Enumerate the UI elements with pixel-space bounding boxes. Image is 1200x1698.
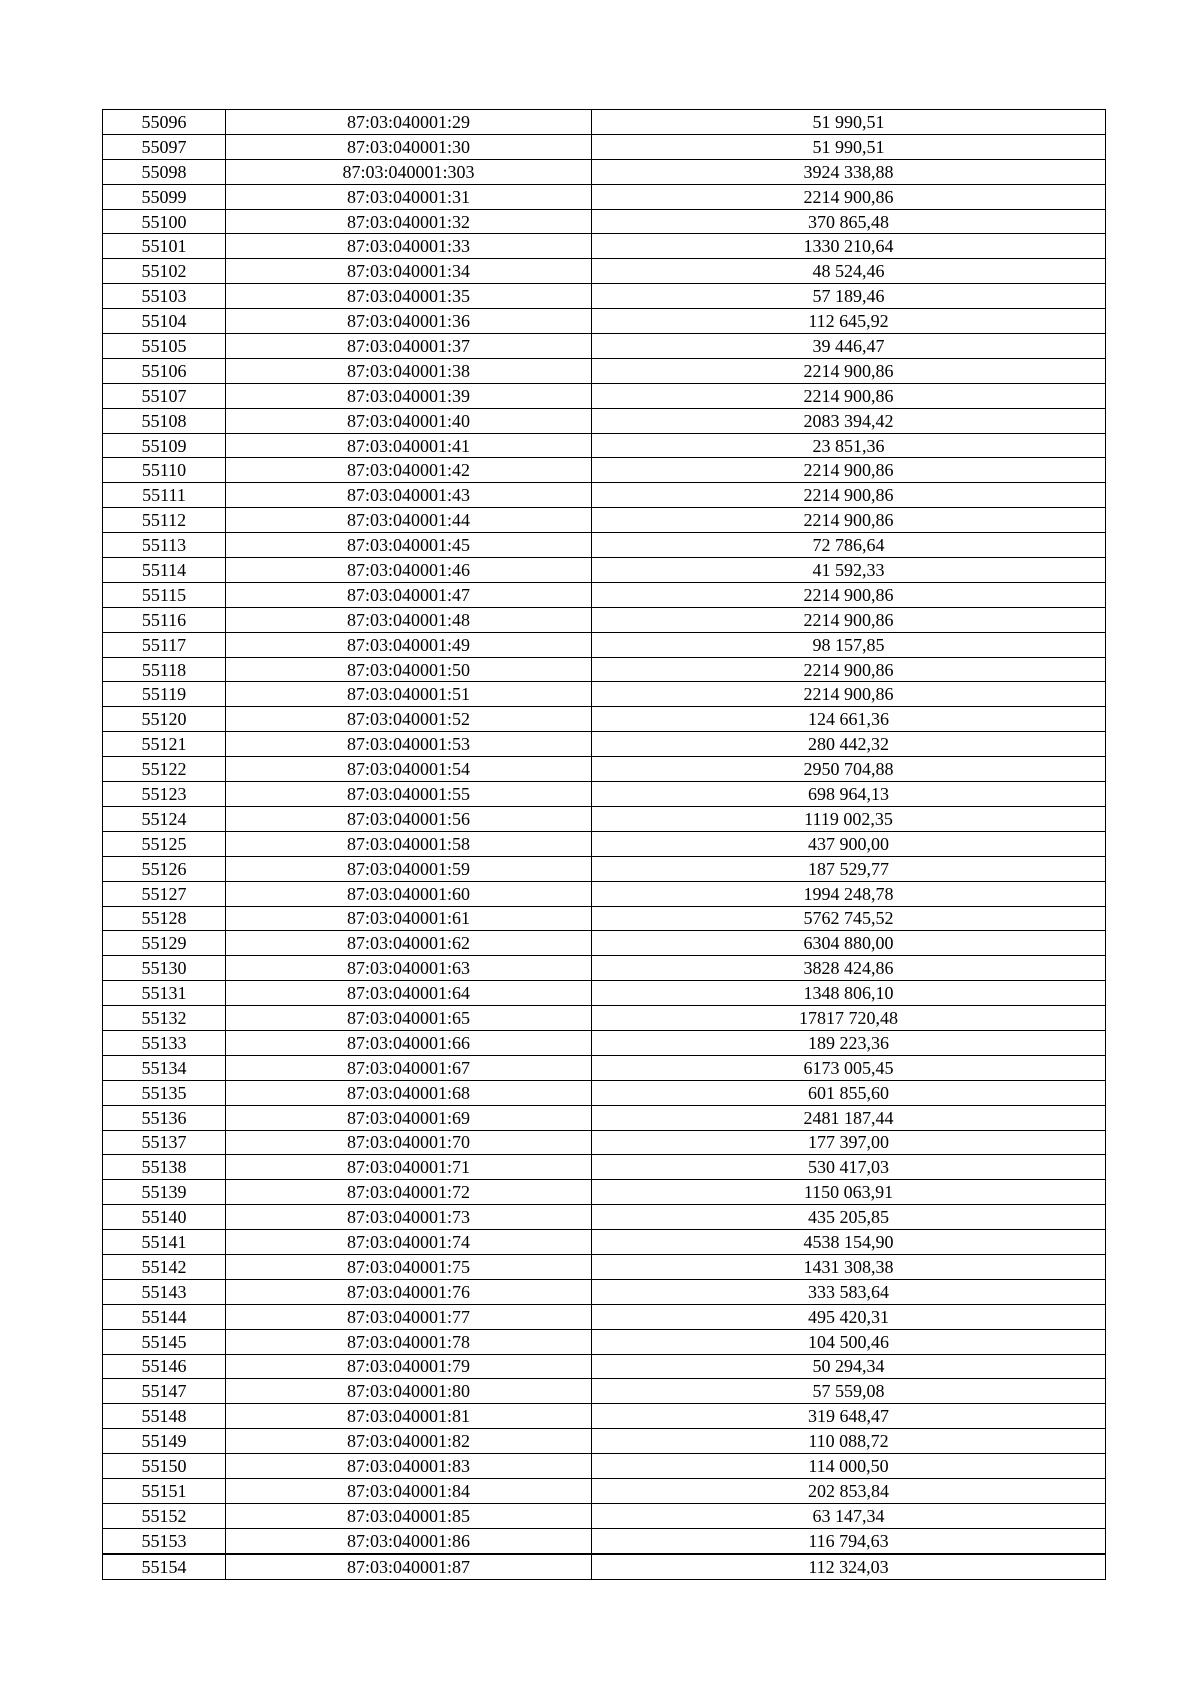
table-body bbox=[103, 110, 1106, 1580]
cadastral-number-cell: 87:03:040001:48 bbox=[226, 607, 592, 632]
table-row bbox=[103, 582, 1106, 607]
cadastral-value-cell: 48 524,46 bbox=[592, 259, 1106, 284]
row-number-cell: 55153 bbox=[103, 1528, 226, 1553]
table-row bbox=[103, 1230, 1106, 1255]
row-number-cell: 55151 bbox=[103, 1478, 226, 1503]
cadastral-value-cell: 2214 900,86 bbox=[592, 508, 1106, 533]
cadastral-value-cell: 39 446,47 bbox=[592, 334, 1106, 359]
cadastral-value-cell: 177 397,00 bbox=[592, 1130, 1106, 1155]
row-number-cell: 55096 bbox=[103, 110, 226, 135]
table-row bbox=[103, 1105, 1106, 1130]
cadastral-value-cell: 2481 187,44 bbox=[592, 1105, 1106, 1130]
table-row bbox=[103, 458, 1106, 483]
cadastral-number-cell: 87:03:040001:79 bbox=[226, 1354, 592, 1379]
row-number-cell: 55116 bbox=[103, 607, 226, 632]
cadastral-number-cell: 87:03:040001:33 bbox=[226, 234, 592, 259]
cadastral-value-cell: 98 157,85 bbox=[592, 632, 1106, 657]
cadastral-number-cell: 87:03:040001:50 bbox=[226, 657, 592, 682]
cadastral-number-cell: 87:03:040001:61 bbox=[226, 906, 592, 931]
table-row bbox=[103, 1254, 1106, 1279]
cadastral-value-cell: 2214 900,86 bbox=[592, 483, 1106, 508]
row-number-cell: 55129 bbox=[103, 931, 226, 956]
table-row bbox=[103, 1155, 1106, 1180]
table-row bbox=[103, 682, 1106, 707]
cadastral-value-cell: 698 964,13 bbox=[592, 782, 1106, 807]
cadastral-value-cell: 1431 308,38 bbox=[592, 1254, 1106, 1279]
table-row bbox=[103, 284, 1106, 309]
cadastral-number-cell: 87:03:040001:46 bbox=[226, 558, 592, 583]
row-number-cell: 55113 bbox=[103, 533, 226, 558]
row-number-cell: 55125 bbox=[103, 831, 226, 856]
cadastral-number-cell: 87:03:040001:64 bbox=[226, 981, 592, 1006]
row-number-cell: 55105 bbox=[103, 334, 226, 359]
cadastral-value-cell: 4538 154,90 bbox=[592, 1230, 1106, 1255]
cadastral-value-cell: 2950 704,88 bbox=[592, 757, 1106, 782]
cadastral-value-cell: 17817 720,48 bbox=[592, 1006, 1106, 1031]
row-number-cell: 55102 bbox=[103, 259, 226, 284]
cadastral-number-cell: 87:03:040001:30 bbox=[226, 134, 592, 159]
row-number-cell: 55131 bbox=[103, 981, 226, 1006]
cadastral-number-cell: 87:03:040001:32 bbox=[226, 209, 592, 234]
row-number-cell: 55144 bbox=[103, 1304, 226, 1329]
row-number-cell: 55149 bbox=[103, 1429, 226, 1454]
table-row bbox=[103, 782, 1106, 807]
row-number-cell: 55148 bbox=[103, 1404, 226, 1429]
table-row bbox=[103, 433, 1106, 458]
cadastral-number-cell: 87:03:040001:69 bbox=[226, 1105, 592, 1130]
cadastral-number-cell: 87:03:040001:303 bbox=[226, 159, 592, 184]
table-row bbox=[103, 1379, 1106, 1404]
row-number-cell: 55139 bbox=[103, 1180, 226, 1205]
table-row bbox=[103, 1080, 1106, 1105]
table-row bbox=[103, 1055, 1106, 1080]
row-number-cell: 55134 bbox=[103, 1055, 226, 1080]
cadastral-value-cell: 57 189,46 bbox=[592, 284, 1106, 309]
table-row bbox=[103, 757, 1106, 782]
cadastral-number-cell: 87:03:040001:38 bbox=[226, 358, 592, 383]
row-number-cell: 55127 bbox=[103, 881, 226, 906]
cadastral-value-cell: 63 147,34 bbox=[592, 1503, 1106, 1528]
row-number-cell: 55101 bbox=[103, 234, 226, 259]
table-row bbox=[103, 259, 1106, 284]
cadastral-value-cell: 2083 394,42 bbox=[592, 408, 1106, 433]
table-row bbox=[103, 1304, 1106, 1329]
cadastral-number-cell: 87:03:040001:74 bbox=[226, 1230, 592, 1255]
table-row bbox=[103, 1130, 1106, 1155]
cadastral-value-cell: 435 205,85 bbox=[592, 1205, 1106, 1230]
row-number-cell: 55120 bbox=[103, 707, 226, 732]
cadastral-number-cell: 87:03:040001:35 bbox=[226, 284, 592, 309]
table-row bbox=[103, 209, 1106, 234]
row-number-cell: 55106 bbox=[103, 358, 226, 383]
cadastral-number-cell: 87:03:040001:40 bbox=[226, 408, 592, 433]
cadastral-number-cell: 87:03:040001:78 bbox=[226, 1329, 592, 1354]
table-row bbox=[103, 383, 1106, 408]
cadastral-number-cell: 87:03:040001:52 bbox=[226, 707, 592, 732]
row-number-cell: 55150 bbox=[103, 1454, 226, 1479]
cadastral-number-cell: 87:03:040001:87 bbox=[226, 1554, 592, 1579]
table-row bbox=[103, 1478, 1106, 1503]
cadastral-value-cell: 2214 900,86 bbox=[592, 383, 1106, 408]
table-row bbox=[103, 408, 1106, 433]
cadastral-number-cell: 87:03:040001:76 bbox=[226, 1279, 592, 1304]
cadastral-value-cell: 51 990,51 bbox=[592, 134, 1106, 159]
cadastral-value-cell: 116 794,63 bbox=[592, 1528, 1106, 1553]
cadastral-number-cell: 87:03:040001:68 bbox=[226, 1080, 592, 1105]
cadastral-value-cell: 202 853,84 bbox=[592, 1478, 1106, 1503]
cadastral-value-cell: 23 851,36 bbox=[592, 433, 1106, 458]
row-number-cell: 55100 bbox=[103, 209, 226, 234]
row-number-cell: 55147 bbox=[103, 1379, 226, 1404]
table-row bbox=[103, 1554, 1106, 1579]
cadastral-number-cell: 87:03:040001:39 bbox=[226, 383, 592, 408]
cadastral-value-cell: 370 865,48 bbox=[592, 209, 1106, 234]
cadastral-number-cell: 87:03:040001:53 bbox=[226, 732, 592, 757]
cadastral-number-cell: 87:03:040001:58 bbox=[226, 831, 592, 856]
cadastral-value-cell: 601 855,60 bbox=[592, 1080, 1106, 1105]
table-row bbox=[103, 1205, 1106, 1230]
table-row bbox=[103, 508, 1106, 533]
cadastral-value-cell: 333 583,64 bbox=[592, 1279, 1106, 1304]
cadastral-number-cell: 87:03:040001:83 bbox=[226, 1454, 592, 1479]
cadastral-value-cell: 437 900,00 bbox=[592, 831, 1106, 856]
cadastral-value-cell: 2214 900,86 bbox=[592, 184, 1106, 209]
table-row bbox=[103, 1404, 1106, 1429]
table-row bbox=[103, 1006, 1106, 1031]
row-number-cell: 55110 bbox=[103, 458, 226, 483]
row-number-cell: 55130 bbox=[103, 956, 226, 981]
table-row bbox=[103, 1528, 1106, 1553]
cadastral-number-cell: 87:03:040001:31 bbox=[226, 184, 592, 209]
cadastral-value-cell: 41 592,33 bbox=[592, 558, 1106, 583]
cadastral-number-cell: 87:03:040001:42 bbox=[226, 458, 592, 483]
row-number-cell: 55152 bbox=[103, 1503, 226, 1528]
cadastral-value-cell: 1119 002,35 bbox=[592, 806, 1106, 831]
cadastral-value-cell: 2214 900,86 bbox=[592, 358, 1106, 383]
table-row bbox=[103, 184, 1106, 209]
table-row bbox=[103, 1503, 1106, 1528]
row-number-cell: 55132 bbox=[103, 1006, 226, 1031]
row-number-cell: 55103 bbox=[103, 284, 226, 309]
row-number-cell: 55108 bbox=[103, 408, 226, 433]
table-row bbox=[103, 334, 1106, 359]
table-row bbox=[103, 732, 1106, 757]
cadastral-number-cell: 87:03:040001:45 bbox=[226, 533, 592, 558]
cadastral-value-table bbox=[102, 109, 1106, 1580]
cadastral-value-cell: 112 324,03 bbox=[592, 1554, 1106, 1579]
cadastral-value-cell: 104 500,46 bbox=[592, 1329, 1106, 1354]
cadastral-number-cell: 87:03:040001:86 bbox=[226, 1528, 592, 1553]
table-row bbox=[103, 707, 1106, 732]
row-number-cell: 55145 bbox=[103, 1329, 226, 1354]
cadastral-number-cell: 87:03:040001:43 bbox=[226, 483, 592, 508]
cadastral-value-cell: 2214 900,86 bbox=[592, 607, 1106, 632]
cadastral-value-cell: 72 786,64 bbox=[592, 533, 1106, 558]
cadastral-number-cell: 87:03:040001:37 bbox=[226, 334, 592, 359]
table-row bbox=[103, 1279, 1106, 1304]
row-number-cell: 55123 bbox=[103, 782, 226, 807]
cadastral-value-cell: 495 420,31 bbox=[592, 1304, 1106, 1329]
cadastral-number-cell: 87:03:040001:85 bbox=[226, 1503, 592, 1528]
row-number-cell: 55140 bbox=[103, 1205, 226, 1230]
cadastral-number-cell: 87:03:040001:66 bbox=[226, 1030, 592, 1055]
cadastral-value-cell: 6173 005,45 bbox=[592, 1055, 1106, 1080]
cadastral-number-cell: 87:03:040001:55 bbox=[226, 782, 592, 807]
row-number-cell: 55114 bbox=[103, 558, 226, 583]
row-number-cell: 55115 bbox=[103, 582, 226, 607]
row-number-cell: 55138 bbox=[103, 1155, 226, 1180]
cadastral-value-cell: 3924 338,88 bbox=[592, 159, 1106, 184]
table-row bbox=[103, 483, 1106, 508]
cadastral-number-cell: 87:03:040001:75 bbox=[226, 1254, 592, 1279]
row-number-cell: 55121 bbox=[103, 732, 226, 757]
row-number-cell: 55141 bbox=[103, 1230, 226, 1255]
cadastral-number-cell: 87:03:040001:49 bbox=[226, 632, 592, 657]
table-row bbox=[103, 1329, 1106, 1354]
cadastral-value-cell: 2214 900,86 bbox=[592, 582, 1106, 607]
cadastral-number-cell: 87:03:040001:62 bbox=[226, 931, 592, 956]
table-row bbox=[103, 931, 1106, 956]
table-row bbox=[103, 981, 1106, 1006]
row-number-cell: 55142 bbox=[103, 1254, 226, 1279]
table-row bbox=[103, 906, 1106, 931]
cadastral-number-cell: 87:03:040001:51 bbox=[226, 682, 592, 707]
row-number-cell: 55109 bbox=[103, 433, 226, 458]
table-row bbox=[103, 1429, 1106, 1454]
row-number-cell: 55124 bbox=[103, 806, 226, 831]
row-number-cell: 55111 bbox=[103, 483, 226, 508]
row-number-cell: 55118 bbox=[103, 657, 226, 682]
table-row bbox=[103, 806, 1106, 831]
cadastral-value-cell: 50 294,34 bbox=[592, 1354, 1106, 1379]
row-number-cell: 55104 bbox=[103, 309, 226, 334]
row-number-cell: 55117 bbox=[103, 632, 226, 657]
table-row bbox=[103, 110, 1106, 135]
cadastral-number-cell: 87:03:040001:60 bbox=[226, 881, 592, 906]
cadastral-value-cell: 2214 900,86 bbox=[592, 458, 1106, 483]
cadastral-value-cell: 280 442,32 bbox=[592, 732, 1106, 757]
cadastral-value-cell: 1330 210,64 bbox=[592, 234, 1106, 259]
cadastral-number-cell: 87:03:040001:72 bbox=[226, 1180, 592, 1205]
row-number-cell: 55154 bbox=[103, 1554, 226, 1579]
table-row bbox=[103, 831, 1106, 856]
row-number-cell: 55128 bbox=[103, 906, 226, 931]
row-number-cell: 55119 bbox=[103, 682, 226, 707]
cadastral-value-cell: 3828 424,86 bbox=[592, 956, 1106, 981]
table-row bbox=[103, 358, 1106, 383]
row-number-cell: 55126 bbox=[103, 856, 226, 881]
cadastral-number-cell: 87:03:040001:65 bbox=[226, 1006, 592, 1031]
cadastral-number-cell: 87:03:040001:36 bbox=[226, 309, 592, 334]
row-number-cell: 55107 bbox=[103, 383, 226, 408]
cadastral-value-cell: 189 223,36 bbox=[592, 1030, 1106, 1055]
table-row bbox=[103, 134, 1106, 159]
cadastral-number-cell: 87:03:040001:29 bbox=[226, 110, 592, 135]
cadastral-value-cell: 319 648,47 bbox=[592, 1404, 1106, 1429]
cadastral-value-cell: 5762 745,52 bbox=[592, 906, 1106, 931]
cadastral-number-cell: 87:03:040001:44 bbox=[226, 508, 592, 533]
row-number-cell: 55099 bbox=[103, 184, 226, 209]
row-number-cell: 55135 bbox=[103, 1080, 226, 1105]
cadastral-number-cell: 87:03:040001:82 bbox=[226, 1429, 592, 1454]
row-number-cell: 55098 bbox=[103, 159, 226, 184]
cadastral-value-cell: 124 661,36 bbox=[592, 707, 1106, 732]
row-number-cell: 55136 bbox=[103, 1105, 226, 1130]
cadastral-number-cell: 87:03:040001:84 bbox=[226, 1478, 592, 1503]
table-row bbox=[103, 607, 1106, 632]
table-row bbox=[103, 309, 1106, 334]
table-row bbox=[103, 1030, 1106, 1055]
row-number-cell: 55137 bbox=[103, 1130, 226, 1155]
table-row bbox=[103, 956, 1106, 981]
cadastral-value-cell: 51 990,51 bbox=[592, 110, 1106, 135]
cadastral-value-cell: 530 417,03 bbox=[592, 1155, 1106, 1180]
cadastral-value-cell: 2214 900,86 bbox=[592, 657, 1106, 682]
table-row bbox=[103, 856, 1106, 881]
cadastral-number-cell: 87:03:040001:73 bbox=[226, 1205, 592, 1230]
table-row bbox=[103, 533, 1106, 558]
cadastral-number-cell: 87:03:040001:67 bbox=[226, 1055, 592, 1080]
table-row bbox=[103, 159, 1106, 184]
cadastral-number-cell: 87:03:040001:59 bbox=[226, 856, 592, 881]
table-row bbox=[103, 1454, 1106, 1479]
cadastral-number-cell: 87:03:040001:34 bbox=[226, 259, 592, 284]
cadastral-value-cell: 114 000,50 bbox=[592, 1454, 1106, 1479]
cadastral-value-cell: 187 529,77 bbox=[592, 856, 1106, 881]
table-row bbox=[103, 881, 1106, 906]
cadastral-number-cell: 87:03:040001:70 bbox=[226, 1130, 592, 1155]
cadastral-number-cell: 87:03:040001:81 bbox=[226, 1404, 592, 1429]
row-number-cell: 55097 bbox=[103, 134, 226, 159]
row-number-cell: 55112 bbox=[103, 508, 226, 533]
row-number-cell: 55133 bbox=[103, 1030, 226, 1055]
cadastral-number-cell: 87:03:040001:63 bbox=[226, 956, 592, 981]
table-row bbox=[103, 234, 1106, 259]
cadastral-value-cell: 1150 063,91 bbox=[592, 1180, 1106, 1205]
cadastral-value-cell: 2214 900,86 bbox=[592, 682, 1106, 707]
cadastral-number-cell: 87:03:040001:77 bbox=[226, 1304, 592, 1329]
cadastral-number-cell: 87:03:040001:54 bbox=[226, 757, 592, 782]
table-row bbox=[103, 632, 1106, 657]
row-number-cell: 55143 bbox=[103, 1279, 226, 1304]
cadastral-number-cell: 87:03:040001:41 bbox=[226, 433, 592, 458]
cadastral-value-cell: 6304 880,00 bbox=[592, 931, 1106, 956]
table-row bbox=[103, 558, 1106, 583]
row-number-cell: 55146 bbox=[103, 1354, 226, 1379]
table-row bbox=[103, 1180, 1106, 1205]
table-row bbox=[103, 657, 1106, 682]
cadastral-value-cell: 1994 248,78 bbox=[592, 881, 1106, 906]
cadastral-number-cell: 87:03:040001:47 bbox=[226, 582, 592, 607]
row-number-cell: 55122 bbox=[103, 757, 226, 782]
table-row bbox=[103, 1354, 1106, 1379]
cadastral-number-cell: 87:03:040001:80 bbox=[226, 1379, 592, 1404]
cadastral-value-cell: 112 645,92 bbox=[592, 309, 1106, 334]
cadastral-number-cell: 87:03:040001:71 bbox=[226, 1155, 592, 1180]
cadastral-value-cell: 1348 806,10 bbox=[592, 981, 1106, 1006]
cadastral-value-cell: 110 088,72 bbox=[592, 1429, 1106, 1454]
cadastral-number-cell: 87:03:040001:56 bbox=[226, 806, 592, 831]
cadastral-value-cell: 57 559,08 bbox=[592, 1379, 1106, 1404]
